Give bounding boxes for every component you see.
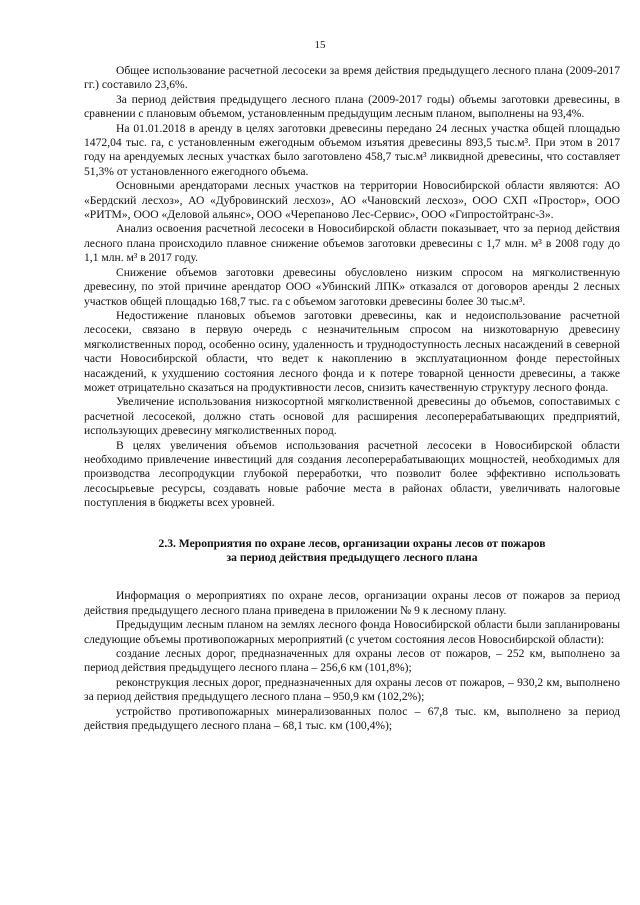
paragraph: Снижение объемов заготовки древесины обусловлено низким спросом на мягколиственную древесину, по этой причине арендатор ООО «Убинский ЛПК» отказался от договоров аренды 2 лесных участков общей площадью 168,7 тыс. га с объемом заготовки древесины более 30 тыс.м³. [84, 265, 620, 308]
paragraph: Предыдущим лесным планом на землях лесного фонда Новосибирской области были запланированы следующие объемы противопожарных мероприятий (с учетом состояния лесов Новосибирской области): [84, 618, 620, 646]
paragraph: На 01.01.2018 в аренду в целях заготовки древесины передано 24 лесных участка общей площадью 1472,04 тыс. га, с установленным ежегодным объемом изъятия древесины 893,5 тыс.м³. При этом в 2017 году на арендуемых лесных участках было заготовлено 458,7 тыс.м³ ликвидной древесины, что составляет 51,3% от установленного ежегодного объема. [84, 121, 620, 178]
document-body [84, 64, 620, 733]
page-number: 15 [314, 39, 326, 51]
paragraph: Увеличение использования низкосортной мягколиственной древесины до объемов, сопоставимых с расчетной лесосекой, должно стать основой для расширения лесоперерабатывающих предприятий, использующих древесину мягколиственных пород. [84, 395, 620, 438]
paragraph: За период действия предыдущего лесного плана (2009-2017 годы) объемы заготовки древесины, в сравнении с плановым объемом, установленным предыдущим лесным планом, выполнены на 93,4%. [84, 92, 620, 121]
paragraph: Недостижение плановых объемов заготовки древесины, как и недоиспользование расчетной лесосеки, связано в первую очередь с незначительным спросом на низкотоварную древесину мягколиственных пород, особенно осину, удаленность и труднодоступность лесных насаждений в северной части Новосибирской области, что ведет к накоплению в эксплуатационном фонде перестойных насаждений, к ухудшению состояния лесного фонда и к потере товарной ценности древесины, а также может отрицательно сказаться на продуктивности лесов, снизить качественную структуру лесного фонда. [84, 308, 620, 394]
paragraph: Анализ освоения расчетной лесосеки в Новосибирской области показывает, что за период действия лесного плана происходило плавное снижение объемов заготовки древесины с 1,7 млн. м³ в 2008 году до 1,1 млн. м³ в 2017 году. [84, 222, 620, 265]
paragraph: В целях увеличения объемов использования расчетной лесосеки в Новосибирской области необходимо привлечение инвестиций для создания лесоперерабатывающих мощностей, необходимых для производства лесопродукции глубокой переработки, что позволит более эффективно использовать лесосырьевые ресурсы, создавать новые рабочие места в районах области, увеличивать налоговые поступления в бюджеты всех уровней. [84, 438, 620, 510]
paragraph: устройство противопожарных минерализованных полос – 67,8 тыс. км, выполнено за период действия предыдущего лесного плана – 68,1 тыс. км (100,4%); [84, 704, 620, 733]
section-heading-line: 2.3. Мероприятия по охране лесов, организации охраны лесов от пожаров [158, 536, 546, 550]
paragraph: создание лесных дорог, предназначенных для охраны лесов от пожаров, – 252 км, выполнено за период действия предыдущего лесного плана – 256,6 км (101,8%); [84, 647, 620, 675]
section-heading-line: за период действия предыдущего лесного плана [226, 551, 478, 564]
section-heading [84, 537, 620, 566]
paragraph: реконструкция лесных дорог, предназначенных для охраны лесов от пожаров, – 930,2 км, выполнено за период действия предыдущего лесного плана – 950,9 км (102,2%); [84, 675, 620, 704]
paragraph: Общее использование расчетной лесосеки за время действия предыдущего лесного плана (2009-2017 гг.) составило 23,6%. [84, 64, 620, 92]
paragraph: Информация о мероприятиях по охране лесов, организации охраны лесов от пожаров за период действия предыдущего лесного плана приведена в приложении № 9 к лесному плану. [84, 589, 620, 617]
paragraph: Основными арендаторами лесных участков на территории Новосибирской области являются: АО «Бердский лесхоз», АО «Дубровинский лесхоз», АО «Чановский лесхоз», ООО СХП «Простор», ООО «РИТМ», ООО «Деловой альянс», ООО «Черепаново Лес-Сервис», ООО «Гипростойтранс-3». [84, 179, 620, 222]
